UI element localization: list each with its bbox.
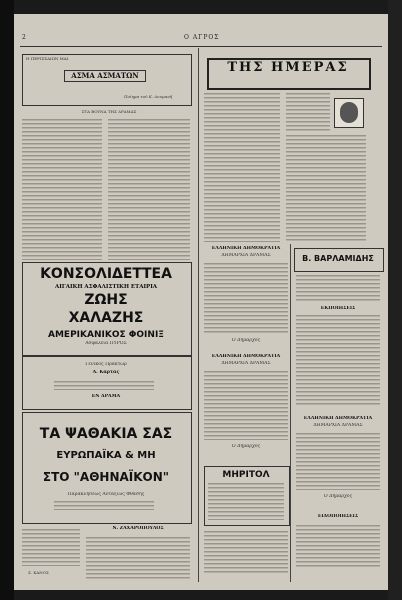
daily-text-1: [204, 92, 280, 242]
daily-text-3: [286, 134, 366, 242]
ad-american-phoenix: ΑΜΕΡΙΚΑΝΙΚΟΣ ΦΟΙΝΙΞ: [48, 330, 164, 340]
notice2-sub: ΔΗΜΑΡΧΙΑ ΔΡΑΜΑΣ: [221, 361, 271, 366]
notice2-text: [204, 370, 288, 440]
poem-title: ΑΣΜΑ ΑΣΜΑΤΩΝ: [64, 70, 146, 82]
notice-signer: Σ. ΚΑΝΟΣ: [28, 570, 49, 575]
ad-hats-line4: Παρακλήσεως Ἀνταξίως Φθάσης: [67, 492, 145, 497]
poem-text-right: [108, 118, 190, 260]
ekpoiiseis-header: ΕΚΠΟΙΗΣΕΙΣ: [320, 306, 356, 311]
paper-name: Ο ΑΓΡΟΣ: [184, 34, 220, 41]
page-number: 2: [22, 34, 26, 41]
ad-konsolidettea: ΚΟΝΣΟΛΙΔΕΤΤΕΑ: [40, 266, 172, 282]
eidopoiisis-text: [296, 524, 380, 568]
notice3-text: [296, 432, 380, 490]
agent-name: Α. Κάρτας: [92, 370, 120, 375]
bottom-mid-text: [204, 530, 288, 574]
notice-name: Ν. ΖΑΧΑΡΟΠΟΥΛΟΣ: [112, 526, 164, 531]
binding-edge: [0, 0, 14, 600]
varlamidis-name: Β. ΒΑΡΛΑΜΙΔΗΣ: [302, 254, 374, 263]
notice3-title: ΕΛΛΗΝΙΚΗ ΔΗΜΟΚΡΑΤΙΑ: [303, 416, 373, 421]
notice2-title: ΕΛΛΗΝΙΚΗ ΔΗΜΟΚΡΑΤΙΑ: [211, 354, 281, 359]
page-edge: [388, 0, 402, 600]
notice1-sub: ΔΗΜΑΡΧΙΑ ΔΡΑΜΑΣ: [221, 253, 271, 258]
column-divider-right: [290, 244, 291, 582]
notice3-signature: Ο Δήμαρχος: [323, 494, 353, 499]
eidopoiisis-header: ΕΙΔΟΠΟΙΗΣΕΙΣ: [317, 514, 359, 519]
notice-text-right: [86, 536, 190, 580]
agent-label: Γενικὸς Πράκτωρ: [85, 362, 127, 367]
miritol-text: [208, 482, 284, 520]
poem-author: Ποίημα τοῦ Κ. Δουμανῆ: [124, 94, 173, 99]
portrait-stamp: [334, 98, 364, 128]
ad-fire-insurance: Ἀσφάλεια ΠΥΡΟΣ: [85, 341, 127, 346]
column-divider: [198, 48, 199, 582]
header-rule: [20, 46, 382, 47]
ad-hats-line2: ΕΥΡΩΠΑΪΚΑ & ΜΗ: [56, 450, 156, 461]
daily-text-2: [286, 92, 330, 132]
agent-details: [54, 380, 154, 390]
newspaper-page: [14, 14, 388, 590]
notice2-signature: Ο Δήμαρχος: [231, 444, 261, 449]
section-title: ΤΗΣ ΗΜΕΡΑΣ: [227, 60, 349, 75]
poem-subtitle: ΣΤΑ ΒΟΥΝΑ ΤΗΣ ΔΡΑΜΑΣ: [81, 109, 137, 114]
varlamidis-text: [296, 274, 380, 302]
miritol-title: ΜΗΡΙΤΟΛ: [222, 470, 270, 480]
poem-text-left: [22, 118, 102, 260]
notice-text-left: [22, 528, 80, 566]
portrait: [340, 102, 358, 123]
ad-chalazis: ΧΑΛΑΖΗΣ: [68, 310, 144, 326]
notice1-signature: Ο Δήμαρχος: [231, 338, 261, 343]
ad-hats-line1: ΤΑ ΨΑΘΑΚΙΑ ΣΑΣ: [39, 426, 173, 442]
ad-hats-details: [54, 500, 154, 510]
poem-date: Η ΠΕΡΙΣΣΑΙΩΝ ΜΑΙ.: [26, 56, 70, 61]
notice3-sub: ΔΗΜΑΡΧΙΑ ΔΡΑΜΑΣ: [313, 423, 363, 428]
agent-city: ΕΝ ΔΡΑΜΑ: [91, 394, 121, 399]
ad-insurance-subtitle: ΑΙΓΑΙΚΗ ΑΣΦΑΛΙΣΤΙΚΗ ΕΤΑΙΡΙΑ: [54, 284, 158, 290]
notice1-text: [204, 262, 288, 334]
notice1-title: ΕΛΛΗΝΙΚΗ ΔΗΜΟΚΡΑΤΙΑ: [211, 246, 281, 251]
ad-zois: ΖΩΗΣ: [84, 292, 128, 308]
ad-hats-line3: ΣΤΟ "ΑΘΗΝΑΪΚΟΝ": [42, 470, 170, 484]
ekpoiiseis-text: [296, 314, 380, 406]
